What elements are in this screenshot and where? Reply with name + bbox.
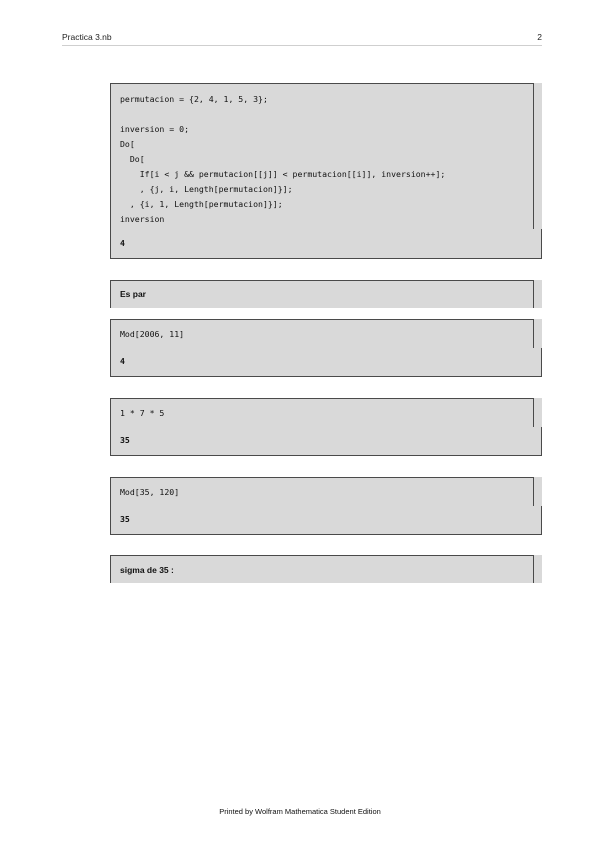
- output-value: 35: [120, 514, 130, 524]
- code-line: permutacion = {2, 4, 1, 5, 3};: [120, 94, 268, 104]
- page-footer: Printed by Wolfram Mathematica Student Edition: [219, 807, 381, 816]
- output-value: 4: [120, 238, 125, 248]
- output-value: 35: [120, 435, 130, 445]
- output-cell[interactable]: [110, 229, 542, 259]
- text-cell-content: Es par: [120, 289, 146, 299]
- output-cell[interactable]: [110, 427, 542, 456]
- input-code: Mod[35, 120]: [120, 487, 180, 497]
- code-line: , {i, 1, Length[permutacion]}];: [120, 199, 283, 209]
- code-line: Do[: [120, 154, 145, 164]
- output-value: 4: [120, 356, 125, 366]
- notebook-cell-mod-35[interactable]: [110, 477, 542, 535]
- text-cell-content: sigma de 35 :: [120, 565, 174, 575]
- code-line: , {j, i, Length[permutacion]}];: [120, 184, 293, 194]
- input-code: Mod[2006, 11]: [120, 329, 185, 339]
- text-cell-frame: [110, 280, 534, 308]
- header-divider: [62, 45, 542, 46]
- page-header: [62, 30, 542, 44]
- code-line: Do[: [120, 139, 135, 149]
- input-cell[interactable]: [110, 398, 534, 427]
- output-cell[interactable]: [110, 506, 542, 535]
- input-cell[interactable]: [110, 477, 534, 506]
- input-code: [120, 92, 445, 227]
- code-line: inversion: [120, 214, 165, 224]
- input-cell[interactable]: [110, 319, 534, 348]
- page-number: 2: [537, 32, 542, 42]
- text-cell-frame: [110, 555, 534, 583]
- text-cell-sigma[interactable]: [110, 555, 542, 583]
- input-cell[interactable]: [110, 83, 534, 229]
- text-cell-es-par[interactable]: [110, 280, 542, 308]
- input-code: 1 * 7 * 5: [120, 408, 165, 418]
- notebook-filename: Practica 3.nb: [62, 32, 112, 42]
- notebook-cell-mod-2006[interactable]: [110, 319, 542, 377]
- notebook-cell-product[interactable]: [110, 398, 542, 456]
- notebook-cell-permutation[interactable]: [110, 83, 542, 259]
- output-cell[interactable]: [110, 348, 542, 377]
- code-line: inversion = 0;: [120, 124, 190, 134]
- code-line: If[i < j && permutacion[[j]] < permutacion[[i]], inversion++];: [120, 169, 446, 179]
